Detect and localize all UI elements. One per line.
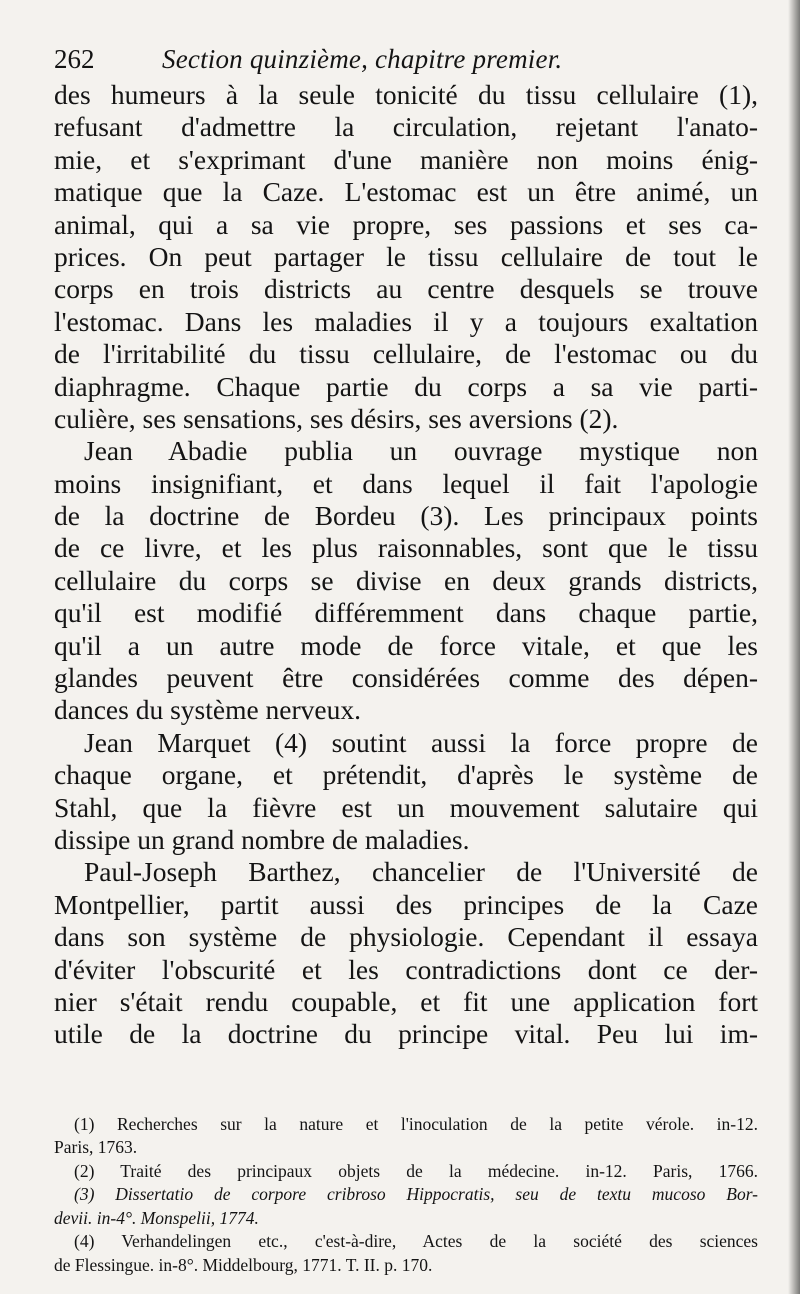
footnote-line: de Flessingue. in-8°. Middelbourg, 1771. T. II. p. 170.	[54, 1254, 433, 1275]
page-number: 262	[54, 44, 95, 74]
text-line: moins insignifiant, et dans lequel il fait l'apologie	[54, 467, 758, 499]
text-line: nier s'était rendu coupable, et fit une application fort	[54, 985, 758, 1017]
text-line: diaphragme. Chaque partie du corps a sa vie parti-	[54, 370, 758, 402]
text-line: Stahl, que la fièvre est un mouvement salutaire qui	[54, 791, 758, 823]
text-line: glandes peuvent être considérées comme des dépen-	[54, 662, 758, 694]
text-line: dances du système nerveux.	[54, 694, 361, 726]
text-line: cellulaire du corps se divise en deux grands districts,	[54, 564, 758, 596]
text-line: de ce livre, et les plus raisonnables, sont que le tissu	[54, 532, 758, 564]
text-line: d'éviter l'obscurité et les contradictions dont ce der-	[54, 953, 758, 985]
footnote-line: (2) Traité des principaux objets de la médecine. in-12. Paris, 1766.	[74, 1160, 758, 1181]
text-line: mie, et s'exprimant d'une manière non moins énig-	[54, 143, 758, 175]
text-line: refusant d'admettre la circulation, rejetant l'anato-	[54, 111, 758, 143]
text-line: prices. On peut partager le tissu cellulaire de tout le	[54, 240, 758, 272]
page-edge-shadow	[788, 0, 800, 1294]
text-line: utile de la doctrine du principe vital. Peu lui im-	[54, 1018, 758, 1050]
text-line: corps en trois districts au centre desquels se trouve	[54, 273, 758, 305]
paragraph-first-line: Jean Marquet (4) soutint aussi la force propre de	[84, 726, 758, 758]
text-line: chaque organe, et prétendit, d'après le système de	[54, 759, 758, 791]
text-line: Montpellier, partit aussi des principes de la Caze	[54, 888, 758, 920]
footnote-line: devii. in-4°. Monspelii, 1774.	[54, 1207, 259, 1228]
text-line: animal, qui a sa vie propre, ses passions et ses ca-	[54, 208, 758, 240]
text-line: dissipe un grand nombre de maladies.	[54, 823, 470, 855]
footnote-line: (4) Verhandelingen etc., c'est-à-dire, Actes de la société des sciences	[74, 1231, 758, 1252]
text-line: de l'irritabilité du tissu cellulaire, de l'estomac ou du	[54, 338, 758, 370]
text-line: de la doctrine de Bordeu (3). Les principaux points	[54, 500, 758, 532]
text-line: qu'il est modifié différemment dans chaque partie,	[54, 597, 758, 629]
body-text	[54, 79, 758, 1051]
running-title: Section quinzième, chapitre premier.	[162, 44, 563, 74]
footnotes	[54, 1113, 758, 1278]
text-line: l'estomac. Dans les maladies il y a toujours exaltation	[54, 305, 758, 337]
running-head	[54, 40, 758, 78]
footnote-line: (1) Recherches sur la nature et l'inoculation de la petite vérole. in-12.	[74, 1113, 758, 1134]
paragraph-first-line: Jean Abadie publia un ouvrage mystique non	[84, 435, 758, 467]
text-line: culière, ses sensations, ses désirs, ses aversions (2).	[54, 402, 619, 434]
text-line: qu'il a un autre mode de force vitale, et que les	[54, 629, 758, 661]
footnote-line: Paris, 1763.	[54, 1137, 138, 1158]
footnote-line: (3) Dissertatio de corpore cribroso Hippocratis, seu de textu mucoso Bor-	[74, 1184, 758, 1205]
paragraph-first-line: Paul-Joseph Barthez, chancelier de l'Université de	[84, 856, 758, 888]
text-line: matique que la Caze. L'estomac est un être animé, un	[54, 176, 758, 208]
text-line: dans son système de physiologie. Cependant il essaya	[54, 921, 758, 953]
text-line: des humeurs à la seule tonicité du tissu cellulaire (1),	[54, 79, 758, 110]
